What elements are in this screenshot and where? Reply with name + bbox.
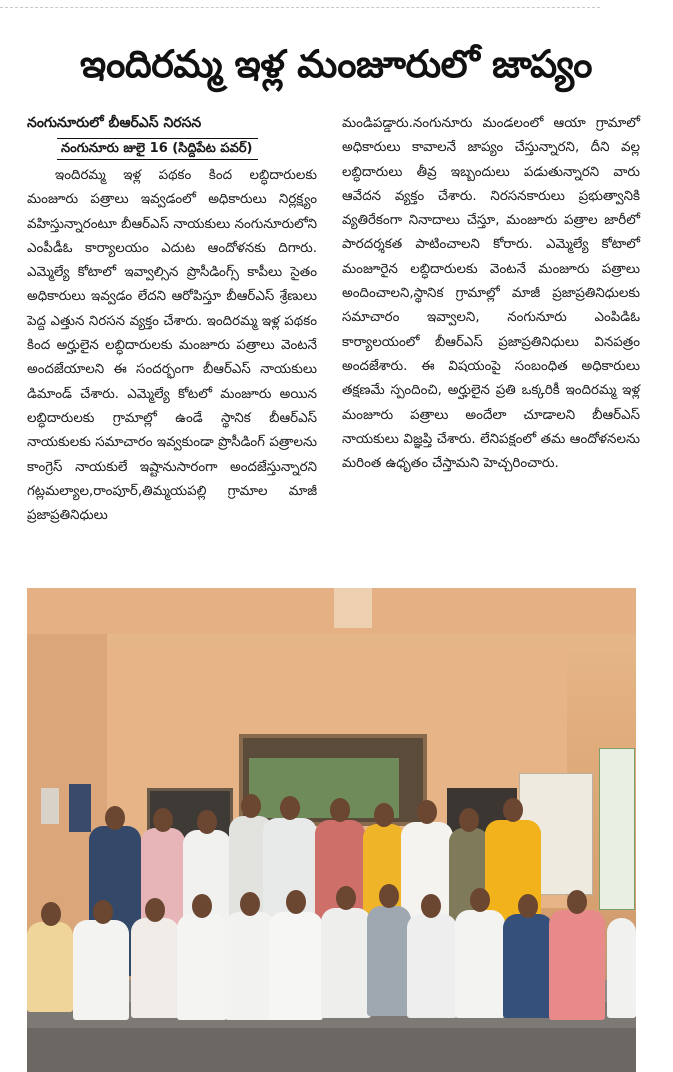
headline: ఇందిరమ్మ ఇళ్ల మంజూరులో జాప్యం (79, 42, 593, 86)
left-column-text: ఇందిరమ్మ ఇళ్ల పథకం కింద లబ్ధిదారులకు మంజూరు పత్రాలు ఇవ్వడంలో అధికారులు నిర్లక్ష్యం వహిస్తున్నారంటూ బీఆర్ఎస్ నాయకులు నంగునూరులోని ఎంపీడీఓ కార్యాలయం ఎదుట ఆందోళనకు దిగారు. ఎమ్మెల్యే కోటాలో ఇవ్వాల్సిన ప్రొసీడింగ్స్ కాపీలు సైతం అధికారులు ఇవ్వడం లేదని ఆరోపిస్తూ బీఆర్ఎస్ శ్రేణులు పెద్ద ఎత్తున నిరసన వ్యక్తం చేశారు. ఇందిరమ్మ ఇళ్ల పథకం కింద అర్హులైన లబ్ధిదారులకు మంజూరు పత్రాలు వెంటనే అందజేయాలని ఈ సందర్భంగా బీఆర్ఎస్ నాయకులు డిమాండ్ చేశారు. ఎమ్మెల్యే కోటలో మంజూరు అయిన లబ్ధిదారులకు గ్రామాల్లో ఉండే స్థానిక బీఆర్ఎస్ నాయకులకు సమాచారం ఇవ్వకుండా ప్రొసీడింగ్ పత్రాలను కాంగ్రెస్ నాయకులే ఇష్టానుసారంగా అందజేస్తున్నారని గట్లమల్యాల,రాంపూర్,తిమ్మయపల్లి గ్రామాల మాజీ ప్రజాప్రతినిధులు (27, 168, 317, 524)
subheading: నంగునూరులో బీఆర్ఎస్ నిరసన (27, 115, 202, 131)
left-column (27, 112, 317, 528)
top-dashed-rule (0, 7, 600, 8)
dateline: నంగునూరు జులై 16 (సిద్దిపేట పవర్) (57, 138, 258, 160)
right-column-text: మండిపడ్డారు.నంగునూరు మండలంలో ఆయా గ్రామాలో అధికారులు కావాలనే జాప్యం చేస్తున్నారని, దీని వల్ల లబ్ధిదారులు తీవ్ర ఇబ్బందులు పడుతున్నారని వారు ఆవేదన వ్యక్తం చేశారు. నిరసనకారులు ప్రభుత్వానికి వ్యతిరేకంగా నినాదాలు చేస్తూ, మంజూరు పత్రాల జారీలో పారదర్శకత పాటించాలని కోరారు. ఎమ్మెల్యే కోటాలో మంజూరైన లబ్ధిదారులకు వెంటనే మంజూరు పత్రాలు అందించాలని,స్థానిక గ్రామాల్లో మాజీ ప్రజాప్రతినిధులకు సమాచారం ఇవ్వాలని, నంగునూరు ఎంపిడిఓ కార్యాలయంలో బీఆర్ఎస్ ప్రజాప్రతినిధులు వినపత్రం అందజేశారు. ఈ విషయంపై సంబంధిత అధికారులు తక్షణమే స్పందించి, అర్హులైన ప్రతి ఒక్కరికీ ఇందిరమ్మ ఇళ్ల మంజూరు పత్రాలు అందేలా చూడాలని బీఆర్ఎస్ నాయకులు విజ్ఞప్తి చేశారు. లేనిపక్షంలో తమ ఆందోళనలను మరింత ఉధృతం చేస్తామని హెచ్చరించారు. (342, 116, 640, 472)
news-photo (27, 588, 636, 1072)
right-column (342, 112, 640, 476)
